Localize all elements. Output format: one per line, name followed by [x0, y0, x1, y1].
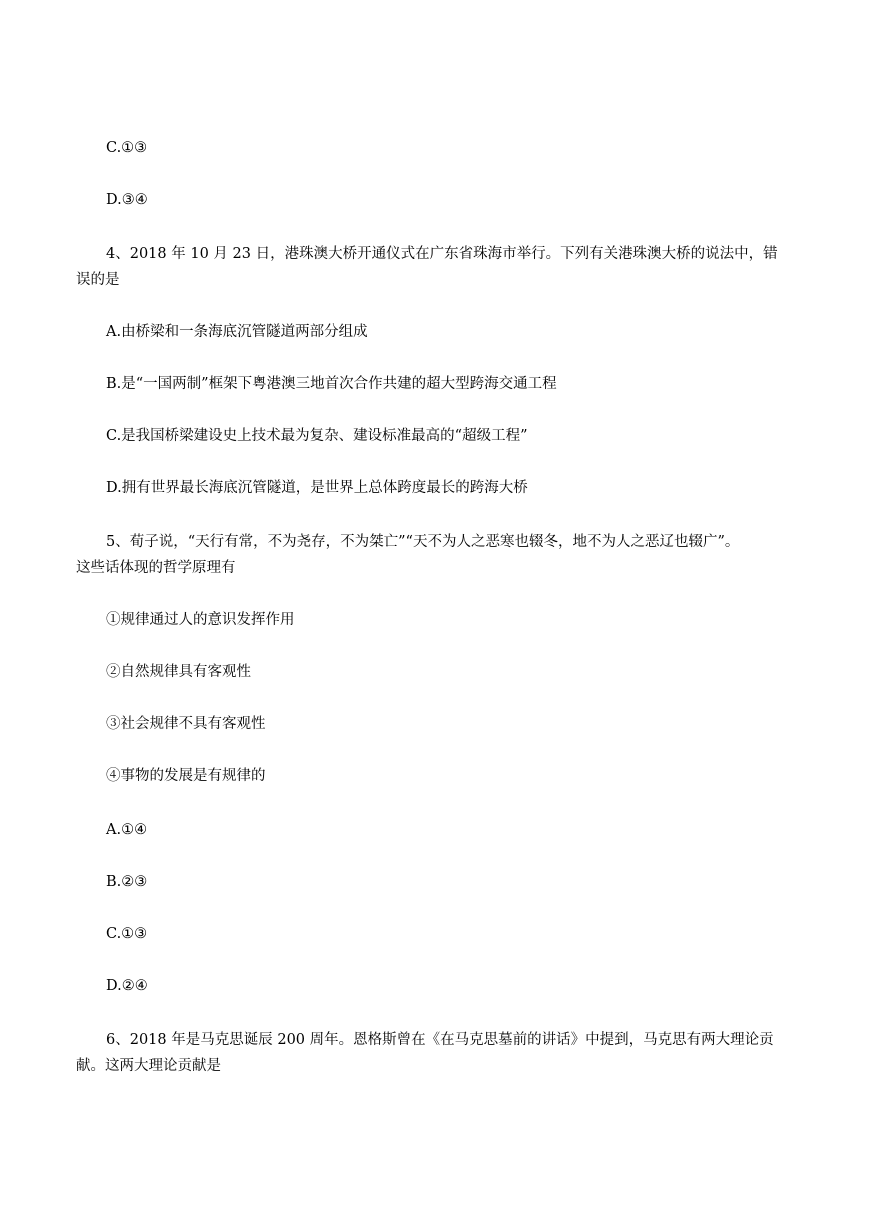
q5-option-d: D.②④ — [106, 978, 148, 994]
prev-option-c: C.①③ — [106, 140, 148, 156]
q6-stem-line-2: 献。这两大理论贡献是 — [76, 1058, 221, 1074]
q5-option-b: B.②③ — [106, 874, 148, 890]
q5-stem-line-2: 这些话体现的哲学原理有 — [76, 560, 236, 576]
q4-option-d: D.拥有世界最长海底沉管隧道，是世界上总体跨度最长的跨海大桥 — [106, 480, 528, 496]
q5-stem-line-1: 5、荀子说，“天行有常，不为尧存，不为桀亡”“天不为人之恶寒也辍冬，地不为人之恶辽也辍广”。 — [106, 534, 740, 550]
q5-option-a: A.①④ — [106, 822, 148, 838]
q4-stem-line-2: 误的是 — [76, 272, 120, 288]
q5-option-c: C.①③ — [106, 926, 148, 942]
q5-statement-1: ①规律通过人的意识发挥作用 — [106, 612, 295, 628]
q4-option-b: B.是“一国两制”框架下粤港澳三地首次合作共建的超大型跨海交通工程 — [106, 376, 557, 392]
q4-stem-line-1: 4、2018 年 10 月 23 日，港珠澳大桥开通仪式在广东省珠海市举行。下列有关港珠澳大桥的说法中，错 — [106, 246, 778, 262]
q4-option-c: C.是我国桥梁建设史上技术最为复杂、建设标准最高的“超级工程” — [106, 428, 528, 444]
q5-statement-4: ④事物的发展是有规律的 — [106, 768, 266, 784]
q5-statement-2: ②自然规律具有客观性 — [106, 664, 251, 680]
q4-option-a: A.由桥梁和一条海底沉管隧道两部分组成 — [106, 324, 368, 340]
q5-statement-3: ③社会规律不具有客观性 — [106, 716, 266, 732]
q6-stem-line-1: 6、2018 年是马克思诞辰 200 周年。恩格斯曾在《在马克思墓前的讲话》中提到，马克思有两大理论贡 — [106, 1032, 774, 1048]
prev-option-d: D.③④ — [106, 192, 148, 208]
